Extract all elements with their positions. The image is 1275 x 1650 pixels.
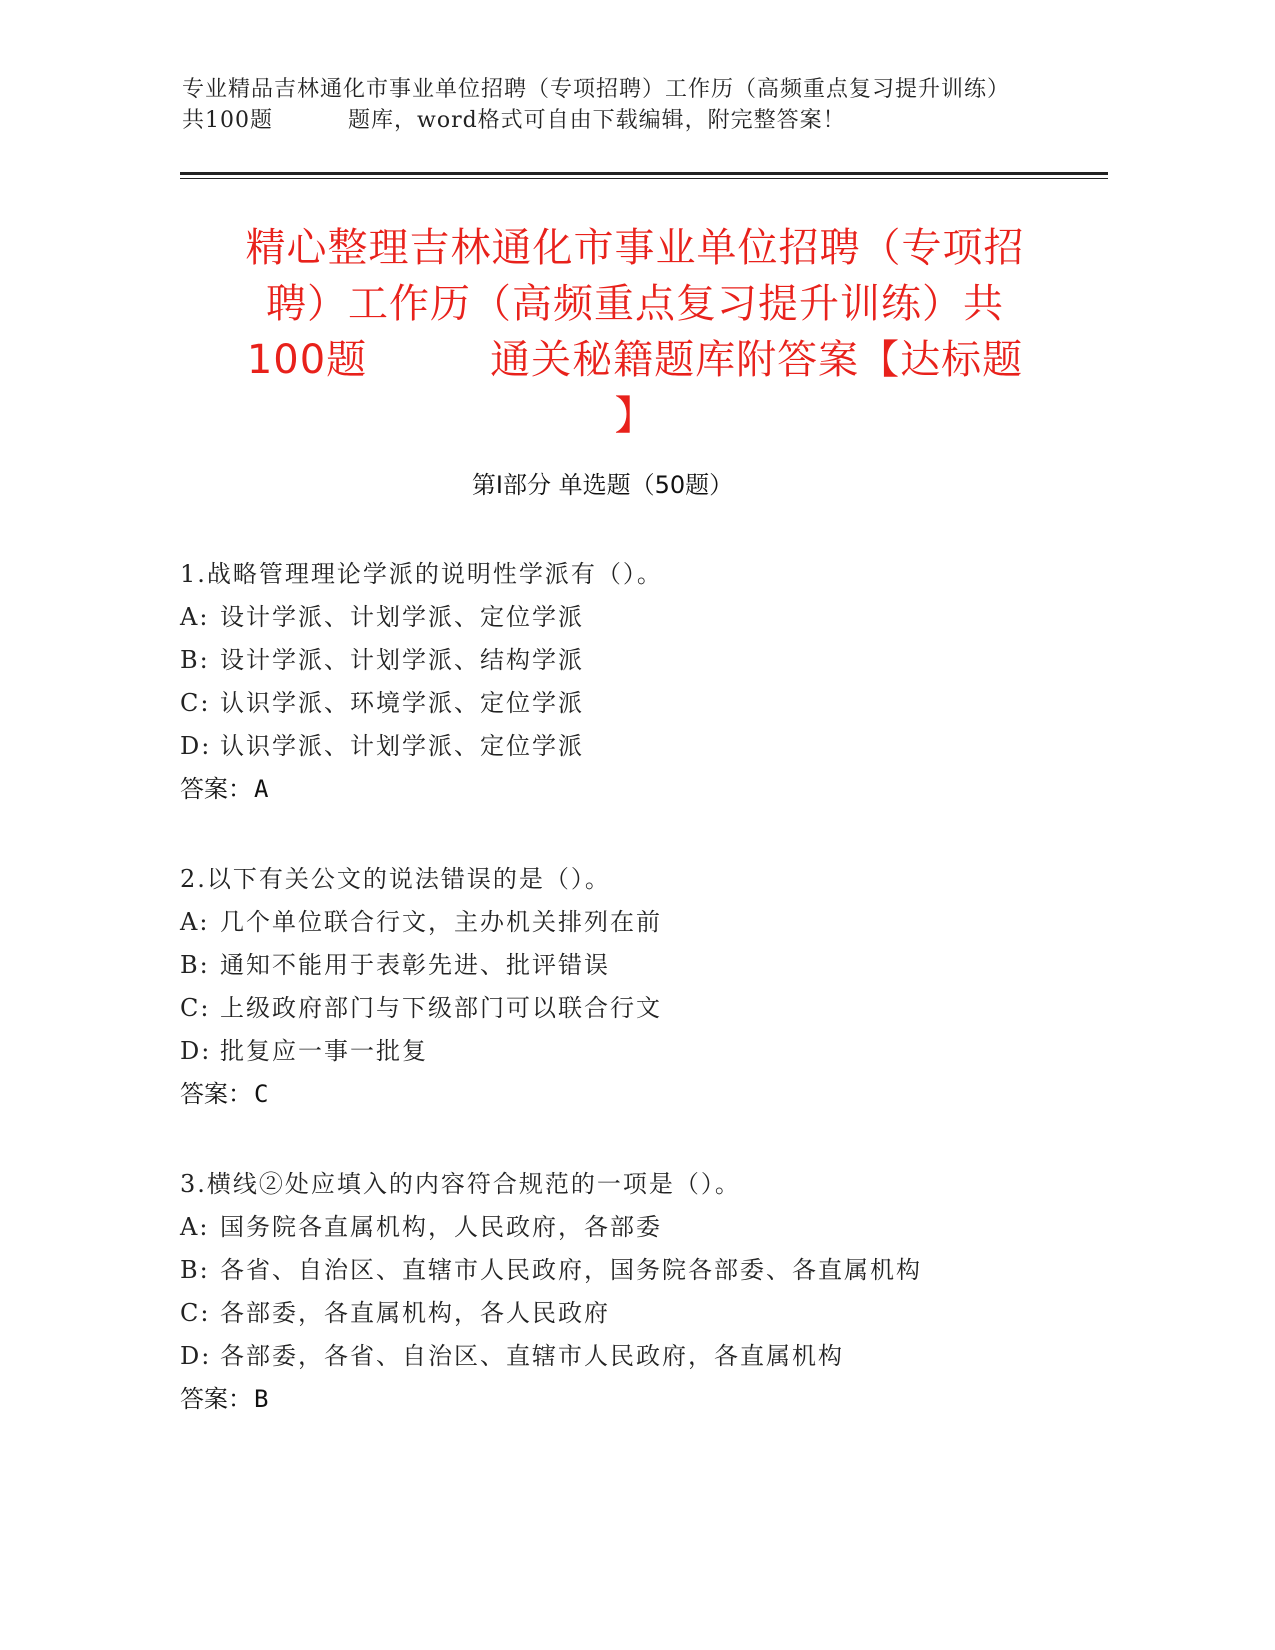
question-stem: 3.横线②处应填入的内容符合规范的一项是（）。	[180, 1170, 741, 1198]
option-key: C:	[180, 1299, 211, 1327]
option-b	[180, 1249, 1080, 1292]
question-3	[180, 1163, 1080, 1421]
option-d	[180, 725, 1080, 768]
option-text: 认识学派、环境学派、定位学派	[220, 689, 584, 717]
section-title: 第Ⅰ部分 单选题（50题）	[471, 471, 734, 499]
question-2	[180, 858, 1080, 1116]
header-note-line2	[182, 105, 1102, 136]
answer-line	[180, 768, 1080, 811]
option-b	[180, 639, 1080, 682]
document-title	[185, 220, 1085, 444]
answer-value: B	[254, 1385, 269, 1413]
option-text: 各部委，各省、自治区、直辖市人民政府，各直属机构	[220, 1342, 844, 1370]
option-key: B:	[180, 646, 210, 674]
option-c	[180, 682, 1080, 725]
option-d	[180, 1030, 1080, 1073]
option-key: D:	[180, 732, 212, 760]
option-d	[180, 1335, 1080, 1378]
answer-label: 答案：	[180, 1080, 252, 1108]
option-key: C:	[180, 689, 211, 717]
option-text: 批复应一事一批复	[220, 1037, 428, 1065]
option-a	[180, 901, 1080, 944]
option-text: 国务院各直属机构，人民政府，各部委	[220, 1213, 662, 1241]
header-divider-thin	[180, 178, 1108, 179]
option-text: 上级政府部门与下级部门可以联合行文	[220, 994, 662, 1022]
header-note-description: 题库，word格式可自由下载编辑，附完整答案！	[348, 108, 846, 133]
title-line-2: 聘）工作历（高频重点复习提升训练）共	[266, 281, 1004, 327]
answer-value: C	[254, 1080, 269, 1108]
option-text: 设计学派、计划学派、结构学派	[220, 646, 584, 674]
answer-label: 答案：	[180, 775, 252, 803]
answer-label: 答案：	[180, 1385, 252, 1413]
option-key: C:	[180, 994, 211, 1022]
option-text: 各部委，各直属机构，各人民政府	[220, 1299, 610, 1327]
option-a	[180, 596, 1080, 639]
answer-line	[180, 1378, 1080, 1421]
option-a	[180, 1206, 1080, 1249]
option-key: A:	[180, 1213, 210, 1241]
question-1	[180, 553, 1080, 811]
answer-value: A	[254, 775, 269, 803]
title-line-4: 】	[614, 393, 656, 439]
option-key: D:	[180, 1342, 212, 1370]
title-line-3: 100题 通关秘籍题库附答案【达标题	[246, 337, 1024, 383]
option-key: A:	[180, 908, 210, 936]
header-divider-thick	[180, 172, 1108, 175]
option-b	[180, 944, 1080, 987]
option-text: 各省、自治区、直辖市人民政府，国务院各部委、各直属机构	[220, 1256, 922, 1284]
answer-line	[180, 1073, 1080, 1116]
title-line-1: 精心整理吉林通化市事业单位招聘（专项招	[245, 225, 1025, 271]
question-stem: 1.战略管理理论学派的说明性学派有（）。	[180, 560, 663, 588]
question-stem: 2.以下有关公文的说法错误的是（）。	[180, 865, 611, 893]
option-text: 认识学派、计划学派、定位学派	[220, 732, 584, 760]
option-key: B:	[180, 1256, 210, 1284]
option-text: 几个单位联合行文，主办机关排列在前	[220, 908, 662, 936]
header-note-line1: 专业精品吉林通化市事业单位招聘（专项招聘）工作历（高频重点复习提升训练）	[182, 77, 1011, 102]
option-text: 设计学派、计划学派、定位学派	[220, 603, 584, 631]
option-key: D:	[180, 1037, 212, 1065]
header-note-count: 共100题	[182, 108, 273, 133]
header-note	[182, 74, 1102, 136]
option-text: 通知不能用于表彰先进、批评错误	[220, 951, 610, 979]
option-key: B:	[180, 951, 210, 979]
option-key: A:	[180, 603, 210, 631]
option-c	[180, 1292, 1080, 1335]
option-c	[180, 987, 1080, 1030]
